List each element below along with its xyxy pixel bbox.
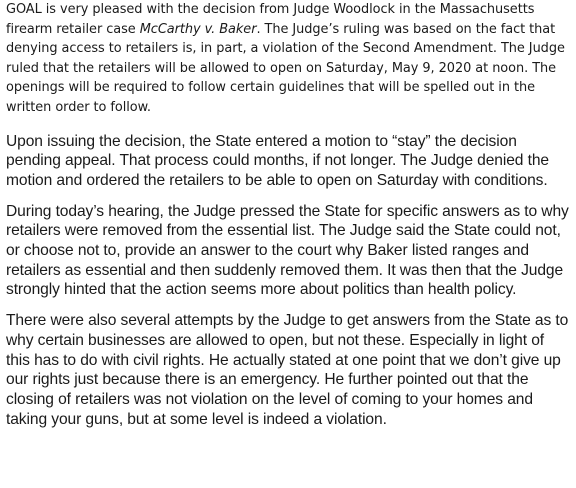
case-name: McCarthy v. Baker	[139, 21, 257, 37]
article-body	[6, 0, 572, 440]
paragraph-ruling-summary	[6, 0, 572, 118]
paragraph-ruling-summary-lead: GOAL is very pleased with the decision from Judge Woodlock in the Massachusetts firearm retailer case	[6, 2, 535, 37]
paragraph-attempts: There were also several attempts by the Judge to get answers from the State as to why certain businesses are allowed to open, but not these. Especially in light of this has to do with civil rights. He actually stated at one point that we don’t give up our rights just because there is an emergency. He further pointed out that the closing of retailers was not violation on the level of coming to your homes and taking your guns, but at some level is indeed a violation.	[6, 312, 569, 428]
paragraph-hearing: During today’s hearing, the Judge pressed the State for specific answers as to why retailers were removed from the essential list. The Judge said the State could not, or choose not to, provide an answer to the court why Baker listed ranges and retailers as essential and then suddenly removed them. It was then that the Judge strongly hinted that the action seems more about politics than health policy.	[6, 202, 569, 299]
paragraph-stay-motion: Upon issuing the decision, the State entered a motion to “stay” the decision pending appeal. That process could months, if not longer. The Judge denied the motion and ordered the retailers to be able to open on Saturday with conditions.	[6, 132, 549, 189]
paragraph-ruling-summary-rest: . The Judge’s ruling was based on the fact that denying access to retailers is, in part, a violation of the Second Amendment. The Judge ruled that the retailers will be allowed to open on Saturday, May 9, 2020 at noon. The openings will be required to follow certain guidelines that will be spelled out in the written order to follow.	[6, 21, 565, 115]
